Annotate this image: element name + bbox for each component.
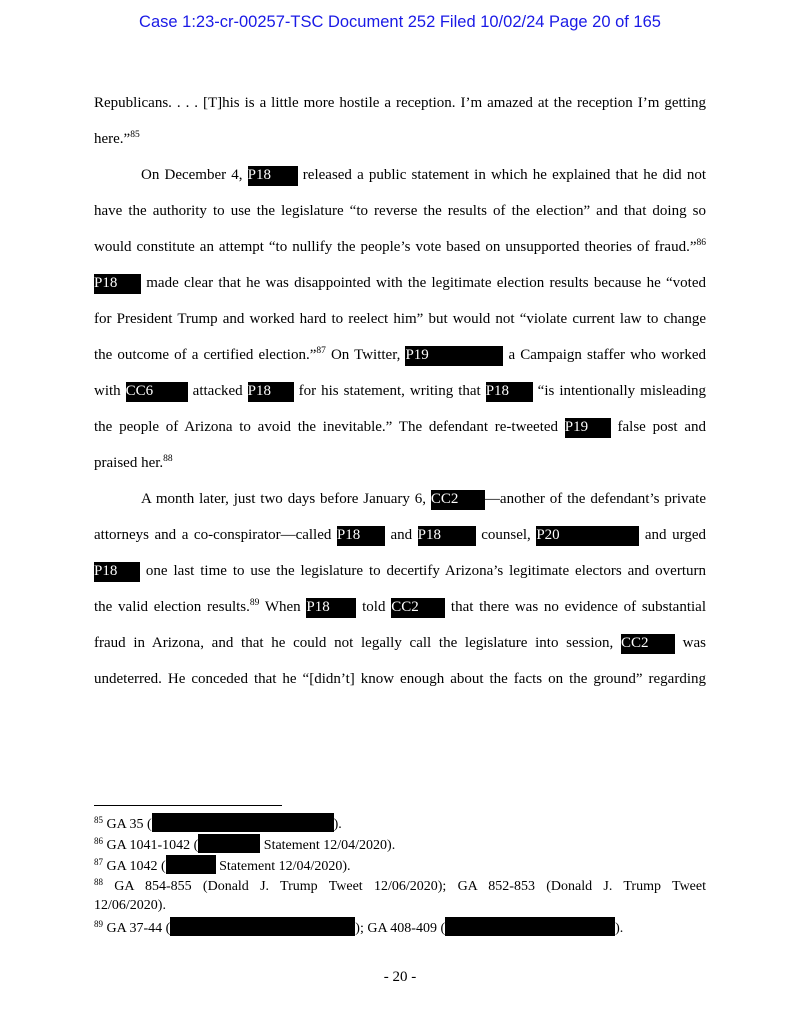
redaction-box bbox=[170, 917, 355, 936]
line-17: undeterred. He conceded that he “[didn’t] know enough about the facts on the ground” regarding bbox=[94, 671, 706, 687]
footnote-86: $^{86}$ GA 1041-1042 ( Statement 12/04/2020). bbox=[94, 836, 396, 853]
redaction-p18: P18 bbox=[337, 526, 385, 546]
footnote-89: $^{89}$ GA 37-44 ( ); GA 408-409 ( ). bbox=[94, 919, 624, 936]
line-1: Republicans. . . . [T]his is a little more hostile a reception. I’m amazed at the reception I’m getting bbox=[94, 95, 706, 111]
line-4: have the authority to use the legislature “to reverse the results of the election” and that doing so bbox=[94, 203, 706, 219]
footnote-85: $^{85}$ GA 35 ( ). bbox=[94, 815, 342, 832]
page-number: - 20 - bbox=[383, 969, 417, 985]
redaction-p18: P18 bbox=[248, 382, 294, 402]
line-11: praised her.$^{88}$ bbox=[94, 454, 173, 471]
line-12: A month later, just two days before January 6, CC2 —another of the defendant’s private bbox=[94, 488, 706, 510]
redaction-p18: P18 bbox=[94, 562, 140, 582]
redaction-box bbox=[445, 917, 615, 936]
footnote-87: $^{87}$ GA 1042 ( Statement 12/04/2020). bbox=[94, 857, 351, 874]
redaction-cc2: CC2 bbox=[621, 634, 675, 654]
footnote-separator bbox=[94, 805, 282, 806]
line-6: P18 made clear that he was disappointed with the legitimate election results because he “voted bbox=[94, 272, 706, 294]
redaction-p18: P18 bbox=[248, 166, 298, 186]
redaction-p20: P20 bbox=[536, 526, 639, 546]
redaction-cc6: CC6 bbox=[126, 382, 188, 402]
line-10: the people of Arizona to avoid the inevitable.” The defendant re-tweeted P19 false post and bbox=[94, 416, 706, 438]
footnote-ref-86[interactable]: 86 bbox=[696, 238, 706, 248]
line-15: the valid election results.$^{89}$ When P18 told CC2 that there was no evidence of substantial bbox=[94, 596, 706, 618]
footnote-88-cont: 12/06/2020). bbox=[94, 898, 166, 913]
line-2: here.”$^{85}$ bbox=[94, 130, 140, 147]
redaction-box bbox=[198, 834, 260, 853]
footnote-ref-89[interactable]: 89 bbox=[249, 598, 260, 608]
redaction-cc2: CC2 bbox=[431, 490, 485, 510]
redaction-p18: P18 bbox=[94, 274, 141, 294]
redaction-cc2: CC2 bbox=[391, 598, 445, 618]
footnote-88: $^{88}$ GA 854-855 (Donald J. Trump Tweet 12/06/2020); GA 852-853 (Donald J. Trump Tweet bbox=[94, 877, 706, 894]
footnote-ref-88[interactable]: 88 bbox=[163, 454, 173, 464]
redaction-box bbox=[152, 813, 334, 832]
footnote-ref-87[interactable]: 87 bbox=[316, 346, 326, 356]
redaction-p19: P19 bbox=[405, 346, 503, 366]
line-16: fraud in Arizona, and that he could not legally call the legislature into session, CC2 was bbox=[94, 632, 706, 654]
redaction-p18: P18 bbox=[486, 382, 533, 402]
line-9: with CC6 attacked P18 for his statement, writing that P18 “is intentionally misleading bbox=[94, 380, 706, 402]
redaction-p19: P19 bbox=[565, 418, 611, 438]
line-3: On December 4, P18 released a public statement in which he explained that he did not bbox=[94, 164, 706, 186]
redaction-box bbox=[166, 855, 216, 874]
line-5: would constitute an attempt “to nullify the people’s vote based on unsupported theories of fraud.”$^{86}$ bbox=[94, 238, 706, 255]
footnote-ref-85[interactable]: 85 bbox=[130, 130, 140, 140]
redaction-p18: P18 bbox=[306, 598, 356, 618]
line-13: attorneys and a co-conspirator—called P18 and P18 counsel, P20 and urged bbox=[94, 524, 706, 546]
line-8: the outcome of a certified election.”$^{87}$ On Twitter, P19 a Campaign staffer who worked bbox=[94, 344, 706, 366]
line-14: P18 one last time to use the legislature to decertify Arizona’s legitimate electors and overturn bbox=[94, 560, 706, 582]
case-header: Case 1:23-cr-00257-TSC Document 252 Filed 10/02/24 Page 20 of 165 bbox=[139, 13, 661, 31]
line-7: for President Trump and worked hard to reelect him” but would not “violate current law to change bbox=[94, 311, 706, 327]
redaction-p18: P18 bbox=[418, 526, 476, 546]
